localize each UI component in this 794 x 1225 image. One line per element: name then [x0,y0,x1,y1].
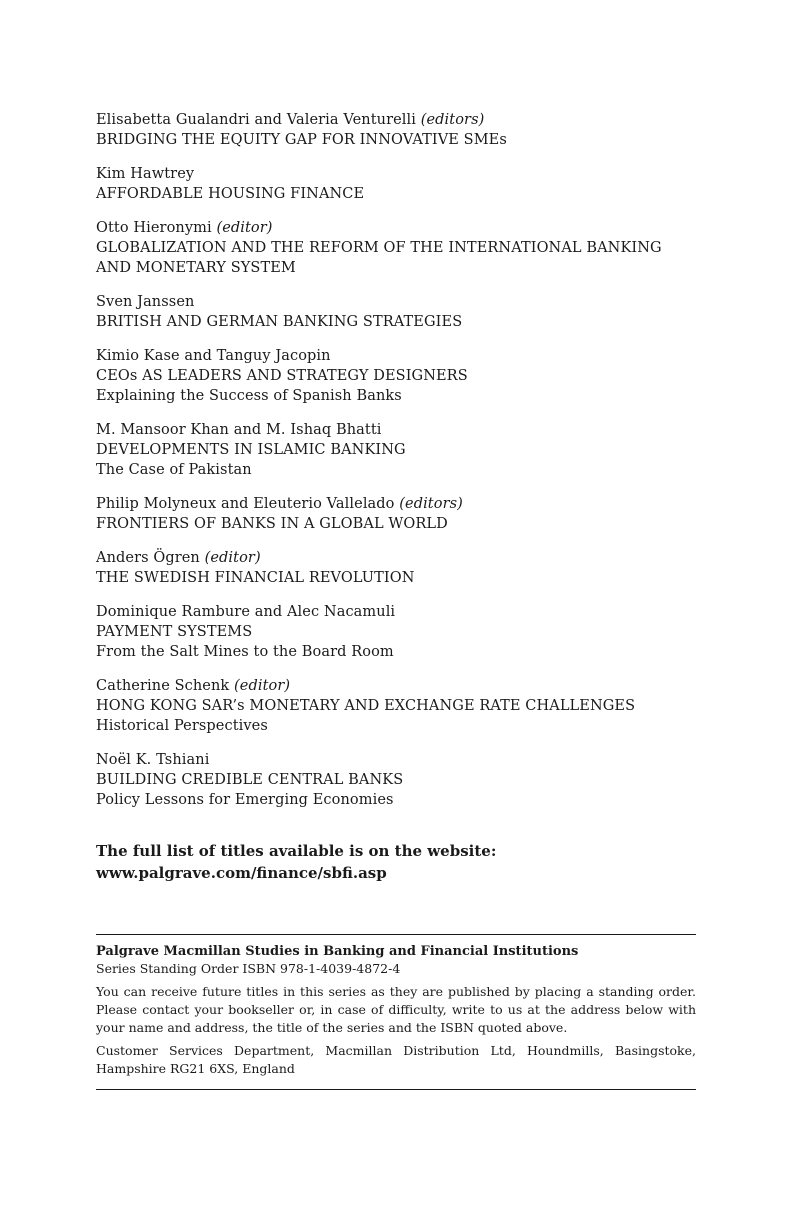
book-entry [96,494,696,534]
book-title: THE SWEDISH FINANCIAL REVOLUTION [96,570,415,586]
book-title: FRONTIERS OF BANKS IN A GLOBAL WORLD [96,516,448,532]
book-authors: Catherine Schenk (editor) [96,678,291,694]
book-authors: Kim Hawtrey [96,166,195,182]
book-title: GLOBALIZATION AND THE REFORM OF THE INTERNATIONAL BANKING [96,240,662,256]
book-entry [96,750,696,810]
book-title: BUILDING CREDIBLE CENTRAL BANKS [96,772,404,788]
book-entry [96,602,696,662]
series-isbn: Series Standing Order ISBN 978-1-4039-4872-4 [96,961,401,976]
book-title-continued: AND MONETARY SYSTEM [96,260,296,276]
book-list [96,110,696,884]
book-authors: Philip Molyneux and Eleuterio Vallelado (editors) [96,496,463,512]
book-entry [96,548,696,588]
book-entry [96,292,696,332]
book-subtitle: Historical Perspectives [96,718,268,734]
customer-services-address: Customer Services Department, Macmillan Distribution Ltd, Houndmills, Basingstoke, Hampshire RG21 6XS, England [96,1043,696,1076]
book-subtitle: The Case of Pakistan [96,462,252,478]
book-authors: M. Mansoor Khan and M. Ishaq Bhatti [96,422,382,438]
book-title: BRITISH AND GERMAN BANKING STRATEGIES [96,314,463,330]
standing-order-box [96,934,696,1090]
book-authors: Anders Ögren (editor) [96,550,261,566]
book-entry [96,346,696,406]
book-title: BRIDGING THE EQUITY GAP FOR INNOVATIVE SMEs [96,132,507,148]
full-list-note [96,840,696,884]
book-entry [96,110,696,150]
book-authors: Sven Janssen [96,294,195,310]
book-authors: Elisabetta Gualandri and Valeria Venturelli (editors) [96,112,485,128]
book-subtitle: Explaining the Success of Spanish Banks [96,388,402,404]
book-title: CEOs AS LEADERS AND STRATEGY DESIGNERS [96,368,468,384]
book-subtitle: From the Salt Mines to the Board Room [96,644,394,660]
standing-order-instructions: You can receive future titles in this series as they are published by placing a standing order. Please contact your bookseller or, in case of difficulty, write to us at the address below with your name and address, the title of the series and the ISBN quoted above. [96,984,696,1035]
book-title: AFFORDABLE HOUSING FINANCE [96,186,365,202]
book-authors: Noël K. Tshiani [96,752,210,768]
series-title: Palgrave Macmillan Studies in Banking and Financial Institutions [96,944,579,959]
website-link[interactable]: www.palgrave.com/finance/sbfi.asp [96,864,387,882]
book-authors: Kimio Kase and Tanguy Jacopin [96,348,331,364]
book-title: HONG KONG SAR’s MONETARY AND EXCHANGE RATE CHALLENGES [96,698,636,714]
full-list-text: The full list of titles available is on the website: [96,842,497,860]
book-title: DEVELOPMENTS IN ISLAMIC BANKING [96,442,406,458]
book-authors: Otto Hieronymi (editor) [96,220,273,236]
book-entry [96,420,696,480]
book-entry [96,218,696,278]
book-entry [96,676,696,736]
book-title: PAYMENT SYSTEMS [96,624,253,640]
book-authors: Dominique Rambure and Alec Nacamuli [96,604,396,620]
book-entry [96,164,696,204]
book-subtitle: Policy Lessons for Emerging Economies [96,792,394,808]
